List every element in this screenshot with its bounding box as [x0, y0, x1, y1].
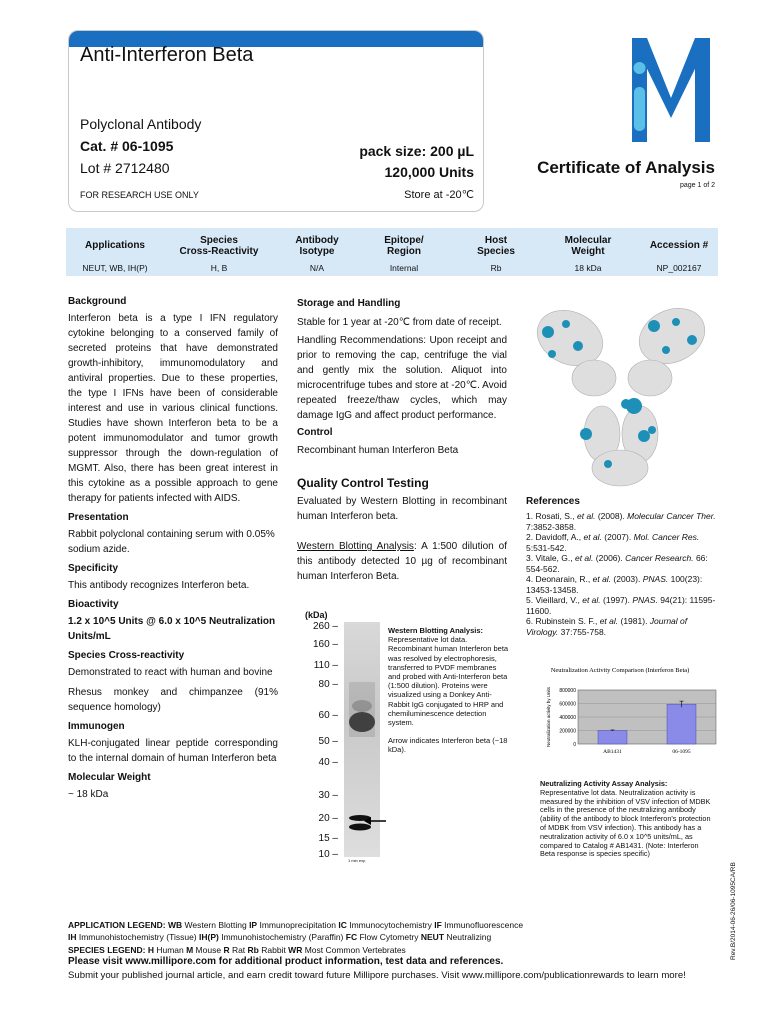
blot-marker: 20 – — [318, 813, 338, 824]
wb-analysis-link: Western Blotting Analysis — [297, 541, 414, 552]
y-tick-label: 200000 — [559, 728, 576, 735]
chart-title: Neutralization Activity Comparison (Interferon Beta) — [550, 667, 690, 674]
reference-item: 1. Rosati, S., et al. (2008). Molecular Cancer Ther. 7:3852-3858. — [526, 511, 716, 532]
background-heading: Background — [68, 296, 127, 307]
blot-marker: 160 – — [312, 639, 338, 650]
visit-text: Please visit www.millipore.com for additional product information, test data and references. — [68, 956, 504, 967]
application-legend: APPLICATION LEGEND: WB Western Blotting IP Immunoprecipitation IC Immunocytochemistry IF Immunofluorescence — [68, 920, 524, 930]
storage-heading: Storage and Handling — [297, 298, 401, 309]
lane-label: 1 min exp — [348, 858, 366, 863]
catalog-number: Cat. # 06-1095 — [80, 138, 174, 154]
storage-text-2: Handling Recommendations: Upon receipt and prior to removing the cap, centrifuge the vial and gently mix the solution. Aliquot into microcentrifuge tubes and store at -20℃. Avoid repeated freeze/thaw cycles, which may damage IgG and affect product performance. — [297, 335, 507, 421]
references-list — [526, 511, 716, 637]
specificity-heading: Specificity — [68, 563, 119, 574]
reference-item: 6. Rubinstein S. F., et al. (1981). Journal of Virology. 37:755-758. — [526, 616, 688, 637]
y-tick-label: 400000 — [559, 715, 576, 721]
specs-table — [66, 228, 718, 276]
th-species: Species Cross-Reactivity — [179, 235, 259, 257]
pack-size: pack size: 200 µL — [359, 143, 474, 159]
species-heading: Species Cross-reactivity — [68, 650, 185, 661]
application-legend-2: IH Immunohistochemistry (Tissue) IH(P) Immunohistochemistry (Paraffin) FC Flow Cytometry NEUT Neutralizing — [68, 932, 492, 942]
mw-text: ~ 18 kDa — [68, 789, 109, 800]
revision-code: Rev.B/2014-06-26/06-1095CA/RB — [730, 862, 737, 960]
td-species: H, B — [210, 263, 228, 273]
species-text-2: Rhesus monkey and chimpanzee (91% sequence homology) — [68, 687, 278, 713]
th-host: Host Species — [477, 235, 515, 257]
th-epitope: Epitope/ Region — [384, 235, 424, 257]
qc-heading: Quality Control Testing — [297, 476, 429, 490]
blot-marker: 110 – — [313, 660, 338, 671]
blot-marker: 260 – — [312, 621, 338, 632]
reference-item: 3. Vitale, G., et al. (2006). Cancer Research. 66: 554-562. — [526, 553, 708, 574]
td-host: Rb — [490, 263, 502, 273]
blot-marker: 10 – — [318, 849, 338, 860]
bioactivity-heading: Bioactivity — [68, 599, 119, 610]
blot-marker: 50 – — [318, 736, 338, 747]
qc-text-2: Western Blotting Analysis: A 1:500 dilution of this antibody detected 10 µg of recombinant human Interferon Beta. — [297, 541, 508, 582]
th-isotype: Antibody Isotype — [295, 235, 339, 257]
td-mw: 18 kDa — [574, 263, 602, 273]
td-applications: NEUT, WB, IH(P) — [82, 263, 148, 273]
bar-AB1431 — [598, 731, 627, 745]
blot-kda-label: (kDa) — [305, 610, 328, 620]
th-accession: Accession # — [649, 240, 709, 251]
storage-text-1: Stable for 1 year at -20℃ from date of receipt. — [297, 317, 502, 328]
td-accession: NP_002167 — [656, 263, 702, 273]
blot-marker: 40 – — [318, 757, 338, 768]
blot-marker: 15 – — [318, 833, 338, 844]
page-number: page 1 of 2 — [679, 182, 715, 189]
storage-temp: Store at -20℃ — [404, 189, 474, 201]
td-isotype: N/A — [309, 263, 325, 273]
neutralization-chart — [520, 658, 720, 776]
y-tick-label: 0 — [573, 742, 576, 748]
control-heading: Control — [297, 427, 333, 438]
th-mw: Molecular Weight — [564, 235, 612, 257]
neut-caption: Neutralizing Activity Assay Analysis: Representative lot data. Neutralization activity is measured by the inhibition of VSV infection of MDBK cells in the presence of the neutralizing antibody (ability of the antibody to block Interferon's protection of MDBK from VSV infection). This antibody has a neutralization activity of 6.0 x 10^5 units/mL, as compared to Catalog # AB1431. (Note: Interferon Beta response is species specific) — [540, 779, 711, 859]
research-use-notice: FOR RESEARCH USE ONLY — [80, 190, 199, 200]
blot-marker: 60 – — [318, 710, 338, 721]
certificate-title: Certificate of Analysis — [537, 158, 715, 177]
species-legend: SPECIES LEGEND: H Human M Mouse R Rat Rb Rabbit WR Most Common Vertebrates — [68, 945, 406, 955]
reference-item: 5. Vieillard, V., et al. (1997). PNAS. 94(21): 11595-11600. — [526, 595, 716, 616]
references-heading: References — [526, 496, 580, 507]
background-text: Interferon beta is a type I IFN regulatory cytokine belonging to a conserved family of secreted proteins that have demonstrated growth-inhibitory, immunomodulatory and antiviral properties. Due to these properties, the type I IFNs have been of considerable interest and use in various clinical functions. Studies have shown Interferon beta to be a potent immunomodulator and tumor growth suppressor through the down-regulation of MGMT. Also, there has been great interest in this cytokine as a possible approach to gene therapy for patients infected with AIDS. — [68, 313, 278, 504]
td-epitope: Internal — [389, 263, 419, 273]
reference-item: 4. Deonarain, R., et al. (2003). PNAS. 100(23): 13453-13458. — [526, 574, 703, 595]
presentation-text: Rabbit polyclonal containing serum with 0.05% sodium azide. — [68, 529, 275, 555]
control-text: Recombinant human Interferon Beta — [297, 445, 459, 456]
references — [526, 496, 716, 637]
left-column — [68, 296, 278, 802]
x-tick-label: AB1431 — [603, 749, 622, 755]
blot-marker: 80 – — [318, 679, 338, 690]
specificity-text: This antibody recognizes Interferon beta. — [68, 580, 250, 591]
millipore-logo-icon — [622, 32, 720, 142]
neut-chart-wrap — [520, 658, 720, 776]
product-subtitle: Polyclonal Antibody — [80, 116, 202, 132]
qc-text-1: Evaluated by Western Blotting in recombinant human Interferon beta. — [297, 496, 507, 522]
antibody-structure-image — [522, 296, 718, 494]
blot-marker: 30 – — [318, 790, 338, 801]
y-axis-label: Neutralization activity by Units — [546, 686, 551, 748]
lot-number: Lot # 2712480 — [80, 160, 170, 176]
submit-text: Submit your published journal article, and earn credit toward future Millipore purchases. Visit www.millipore.com/publicationrewards to learn more! — [68, 970, 686, 981]
x-tick-label: 06-1095 — [672, 749, 691, 755]
middle-column — [297, 298, 507, 584]
mw-heading: Molecular Weight — [68, 772, 151, 783]
band-arrow-icon — [364, 814, 386, 828]
presentation-heading: Presentation — [68, 512, 129, 523]
y-tick-label: 600000 — [559, 701, 576, 708]
species-text-1: Demonstrated to react with human and bovine — [68, 667, 273, 678]
th-applications: Applications — [84, 240, 145, 251]
bioactivity-text: 1.2 x 10^5 Units @ 6.0 x 10^5 Neutralization Units/mL — [68, 616, 276, 642]
y-tick-label: 800000 — [559, 688, 576, 694]
bar-06-1095 — [667, 704, 696, 744]
immunogen-heading: Immunogen — [68, 721, 125, 732]
blot-caption: Western Blotting Analysis: Representative lot data. Recombinant human Interferon beta was resolved by electrophoresis, transferred to PVDF membranes and probed with Anti-Interferon beta (1:500 dilution). Proteins were visualized using a Donkey Anti-Rabbit IgG conjugated to HRP and chemiluminescence detection system. Arrow indicates Interferon beta (~18 kDa). — [388, 626, 509, 755]
immunogen-text: KLH-conjugated linear peptide corresponding to the internal domain of human Interferon beta — [68, 738, 278, 764]
page-title: Anti-Interferon Beta — [80, 44, 254, 66]
units: 120,000 Units — [384, 164, 474, 180]
reference-item: 2. Davidoff, A., et al. (2007). Mol. Cancer Res. 5:531-542. — [526, 532, 700, 553]
